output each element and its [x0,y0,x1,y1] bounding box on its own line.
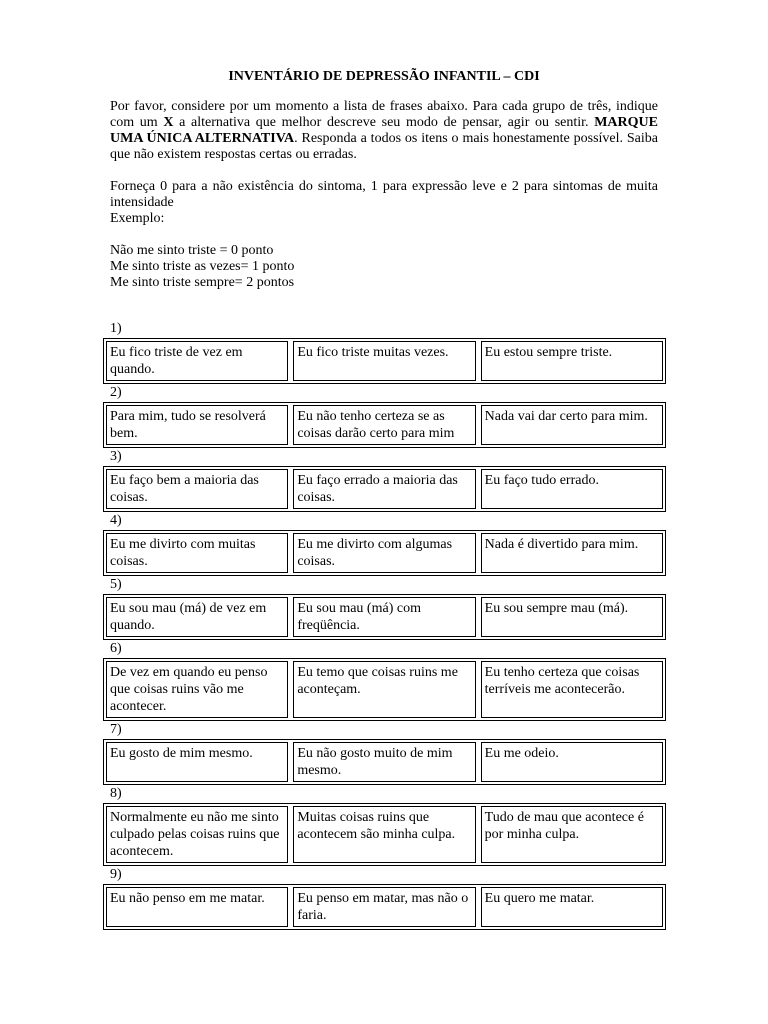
document-header [110,69,658,291]
item-group [103,866,666,930]
item-option[interactable]: Eu faço bem a maioria das coisas. [106,469,288,509]
item-option[interactable]: Normalmente eu não me sinto culpado pelas coisas ruins que acontecem. [106,806,288,863]
item-option[interactable]: Eu faço errado a maioria das coisas. [293,469,475,509]
item-option[interactable]: Muitas coisas ruins que acontecem são minha culpa. [293,806,475,863]
item-number: 8) [110,786,122,801]
item-list [103,320,666,930]
instructions-text-2: a alternativa que melhor descreve seu modo de pensar, agir ou sentir. [173,115,595,130]
item-option[interactable]: Eu fico triste muitas vezes. [293,341,475,381]
item-option[interactable]: Eu não tenho certeza se as coisas darão certo para mim [293,405,475,445]
item-option[interactable]: Eu faço tudo errado. [481,469,663,509]
item-number: 6) [110,641,122,656]
item-option[interactable]: Eu sou sempre mau (má). [481,597,663,637]
x-mark: X [163,115,174,130]
item-options-row [103,658,666,721]
item-option[interactable]: Tudo de mau que acontece é por minha culpa. [481,806,663,863]
item-option[interactable]: Eu tenho certeza que coisas terríveis me acontecerão. [481,661,663,718]
example-label: Exemplo: [110,211,165,226]
item-group [103,576,666,640]
item-number: 4) [110,513,122,528]
item-number: 5) [110,577,122,592]
item-number: 9) [110,867,122,882]
instructions-text-1: Por favor, considere por um momento a lista de frases abaixo. Para cada grupo de três, indique com um [110,99,658,130]
item-options-row [103,402,666,448]
item-number: 2) [110,385,122,400]
item-option[interactable]: Eu quero me matar. [481,887,663,927]
scoring-instructions: Forneça 0 para a não existência do sintoma, 1 para expressão leve e 2 para sintomas de muita intensidade [110,179,658,210]
example-line: Me sinto triste as vezes= 1 ponto [110,259,295,274]
item-options-row [103,530,666,576]
item-option[interactable]: Eu sou mau (má) com freqüência. [293,597,475,637]
item-option[interactable]: Eu me divirto com algumas coisas. [293,533,475,573]
item-option[interactable]: Nada é divertido para mim. [481,533,663,573]
item-option[interactable]: Eu não gosto muito de mim mesmo. [293,742,475,782]
item-option[interactable]: Eu sou mau (má) de vez em quando. [106,597,288,637]
item-group [103,721,666,785]
example-line: Me sinto triste sempre= 2 pontos [110,275,295,290]
item-options-row [103,884,666,930]
item-option[interactable]: Para mim, tudo se resolverá bem. [106,405,288,445]
item-group [103,384,666,448]
item-option[interactable]: De vez em quando eu penso que coisas ruins vão me acontecer. [106,661,288,718]
item-option[interactable]: Eu gosto de mim mesmo. [106,742,288,782]
item-options-row [103,466,666,512]
item-options-row [103,739,666,785]
item-options-row [103,803,666,866]
item-group [103,320,666,384]
item-option[interactable]: Eu temo que coisas ruins me aconteçam. [293,661,475,718]
item-number: 1) [110,321,122,336]
item-number: 7) [110,722,122,737]
instructions-emphasis: MARQUE UMA ÚNICA ALTERNATIVA [110,115,658,146]
item-option[interactable]: Nada vai dar certo para mim. [481,405,663,445]
item-group [103,785,666,866]
item-option[interactable]: Eu me odeio. [481,742,663,782]
item-group [103,640,666,721]
item-option[interactable]: Eu me divirto com muitas coisas. [106,533,288,573]
item-group [103,448,666,512]
item-option[interactable]: Eu estou sempre triste. [481,341,663,381]
instructions-text-3: . Responda a todos os itens o mais honestamente possível. Saiba que não existem respostas certas ou erradas. [110,131,658,162]
item-option[interactable]: Eu penso em matar, mas não o faria. [293,887,475,927]
item-option[interactable]: Eu não penso em me matar. [106,887,288,927]
instructions-paragraph [110,99,658,163]
item-number: 3) [110,449,122,464]
document-title: INVENTÁRIO DE DEPRESSÃO INFANTIL – CDI [228,69,540,84]
item-option[interactable]: Eu fico triste de vez em quando. [106,341,288,381]
item-options-row [103,594,666,640]
example-line: Não me sinto triste = 0 ponto [110,243,274,258]
item-options-row [103,338,666,384]
item-group [103,512,666,576]
